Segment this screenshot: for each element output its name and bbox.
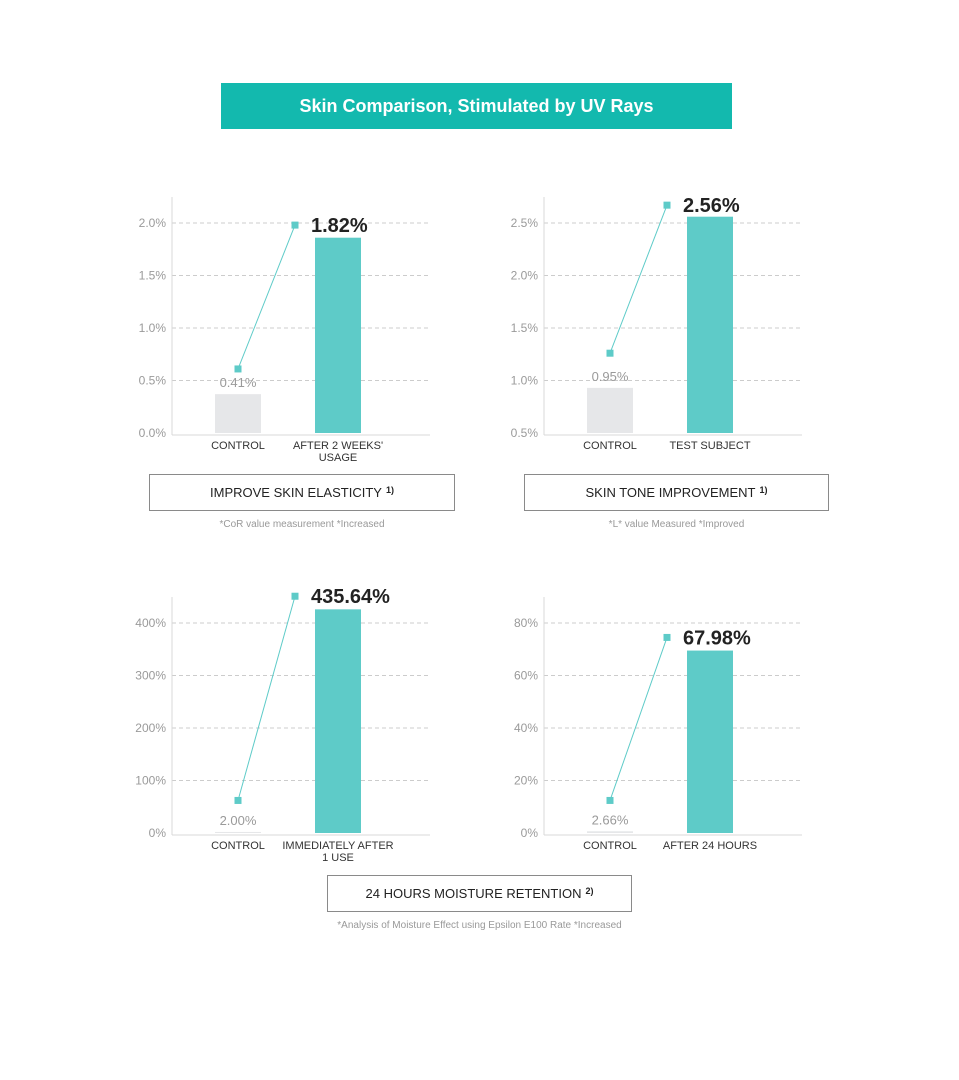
moisture-note: *Analysis of Moisture Effect using Epsilon E100 Rate *Increased	[337, 920, 622, 931]
y-tick-label: 80%	[513, 616, 538, 630]
chart-banner	[221, 83, 732, 129]
y-tick-label: 2.5%	[510, 216, 538, 230]
elasticity-chart	[130, 195, 460, 470]
elasticity-note: *CoR value measurement *Increased	[219, 519, 385, 530]
data-label-control: 2.66%	[591, 812, 629, 828]
bar-test	[687, 651, 733, 833]
marker-control	[235, 797, 242, 804]
y-tick-label: 0.5%	[138, 373, 166, 388]
x-tick-label: CONTROL	[583, 440, 637, 452]
elasticity-footnote-ref: 1)	[385, 484, 394, 495]
moisture-caption: 24 HOURS MOISTURE RETENTION	[365, 886, 582, 901]
y-tick-label: 1.0%	[138, 321, 166, 335]
x-tick-label: USAGE	[318, 452, 358, 464]
y-tick-label: 0.0%	[138, 426, 166, 440]
banner-title: Skin Comparison, Stimulated by UV Rays	[299, 95, 654, 116]
skin-tone-chart	[502, 195, 832, 470]
x-tick-label: AFTER 24 HOURS	[662, 840, 758, 852]
trend-line	[610, 205, 667, 353]
trend-line	[238, 596, 295, 800]
x-tick-label: CONTROL	[211, 440, 265, 452]
y-tick-label: 1.5%	[510, 321, 538, 335]
moisture-caption-box	[327, 875, 632, 912]
chart-svg	[130, 195, 460, 470]
y-tick-label: 2.0%	[510, 268, 538, 283]
elasticity-caption-box	[149, 474, 455, 511]
y-tick-label: 20%	[513, 773, 538, 788]
bar-control	[215, 394, 261, 433]
data-label-test: 67.98%	[683, 627, 751, 650]
y-tick-label: 0%	[148, 826, 166, 840]
x-tick-label: 1 USE	[322, 852, 354, 864]
y-tick-label: 100%	[135, 773, 166, 788]
data-label-test: 1.82%	[311, 215, 368, 238]
x-tick-label: CONTROL	[211, 840, 265, 852]
x-tick-label: IMMEDIATELY AFTER	[282, 840, 394, 852]
y-tick-label: 2.0%	[138, 216, 166, 230]
x-tick-label: CONTROL	[583, 840, 637, 852]
y-tick-label: 200%	[135, 721, 166, 735]
y-tick-label: 1.0%	[510, 373, 538, 388]
y-tick-label: 300%	[135, 668, 166, 683]
trend-line	[238, 225, 295, 369]
bar-control	[587, 388, 633, 433]
chart-svg	[502, 595, 832, 870]
moisture-footnote-ref: 2)	[585, 885, 594, 896]
data-label-control: 2.00%	[219, 812, 257, 828]
bar-test	[315, 609, 361, 833]
y-tick-label: 60%	[513, 668, 538, 683]
bar-test	[687, 217, 733, 433]
data-label-control: 0.41%	[219, 375, 257, 391]
tone-footnote-ref: 1)	[759, 484, 768, 495]
x-tick-label: TEST SUBJECT	[669, 440, 751, 452]
x-tick-label: AFTER 2 WEEKS'	[292, 440, 384, 452]
y-tick-label: 0%	[520, 826, 538, 840]
bar-control	[587, 831, 633, 833]
marker-test	[664, 634, 671, 641]
y-tick-label: 40%	[513, 721, 538, 735]
marker-control	[607, 797, 614, 804]
marker-control	[235, 365, 242, 372]
y-tick-label: 400%	[135, 616, 166, 630]
tone-caption-box	[524, 474, 829, 511]
marker-test	[292, 593, 299, 600]
chart-svg	[502, 195, 832, 470]
elasticity-caption: IMPROVE SKIN ELASTICITY	[210, 485, 382, 500]
data-label-test: 435.64%	[311, 586, 390, 609]
tone-note: *L* value Measured *Improved	[608, 519, 745, 530]
bar-test	[315, 238, 361, 433]
data-label-control: 0.95%	[591, 368, 629, 384]
bar-control	[215, 832, 261, 833]
marker-control	[607, 350, 614, 357]
y-tick-label: 1.5%	[138, 268, 166, 283]
moisture-24h-chart	[502, 595, 832, 870]
trend-line	[610, 637, 667, 800]
marker-test	[664, 202, 671, 209]
chart-svg	[130, 586, 460, 870]
y-tick-label: 0.5%	[510, 426, 538, 440]
marker-test	[292, 222, 299, 229]
tone-caption: SKIN TONE IMPROVEMENT	[585, 485, 756, 500]
data-label-test: 2.56%	[683, 195, 740, 218]
moisture-immediate-chart	[130, 586, 460, 870]
